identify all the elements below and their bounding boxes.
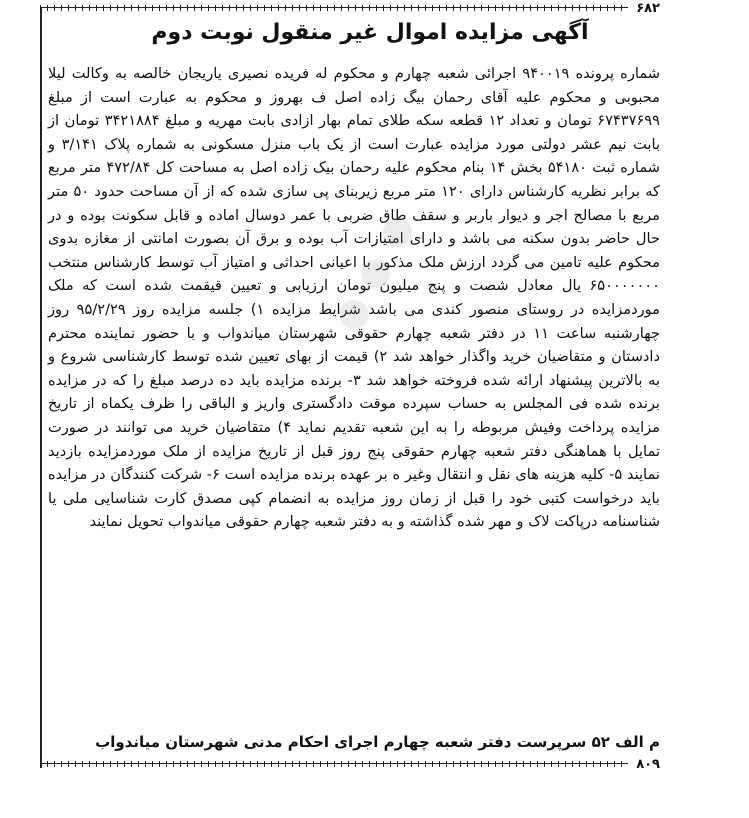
notice-body: شماره پرونده ۹۴۰۰۱۹ اجرائی شعبه چهارم و محکوم له فریده نصیری یاریجان خالصه به وکالت لیلا محبوبی و محکوم علیه آقای رحمان بیگ زاده اصل ف بهروز و محکوم به عبارت است از مبلغ ۶۷۴۳۷۶۹۹ تومان و تعداد ۱۲ قطعه سکه طلای تمام بهار ازادی بابت مهریه و مبلغ ۳۴۲۱۸۸۴ تومان از بابت نیم عشر دولتی مورد مزایده عبارت است از یک باب منزل مسکونی به شماره پلاک ۳/۱۴۱ و شماره ثبت ۵۴۱۸۰ بخش ۱۴ بنام محکوم علیه رحمان بیک زاده اصل به مساحت کل ۴۷۲/۸۴ متر مربع که برابر نظریه کارشناس دارای ۱۲۰ متر مربع زیربنای پی سازی شده که از آن مساحت حدود ۵۰ متر مربع با مصالح اجر و دیوار باربر و سقف طاق ضربی با عمر دوسال اماده و قابل سکونت بوده و در حال حاضر بدون سکنه می باشد و دارای امتیازات آب بوده و برق آن بصورت امانتی از مغازه بدوی محکوم علیه تامین می گردد ارزش ملک مذکور با اعیانی احداثی و امتیاز آب توسط کارشناس منتخب ۶۵۰۰۰۰۰۰۰ یال معادل شصت و پنج میلیون تومان ارزیابی و تعیین قیقمت شده است که ملک موردمزایده در روستای منصور کندی می باشد شرایط مزایده ۱) جلسه مزایده روز ۹۵/۲/۲۹ روز چهارشنبه ساعت ۱۱ در دفتر شعبه چهارم حقوقی شهرستان میاندواب و با حضور نماینده محترم دادستان و متقاضیان خرید واگذار خواهد شد ۲) قیمت از بهای تعیین شده توسط کارشناسی شروع و به بالاترین پیشنهاد ارائه شده فروخته خواهد شد ۳- برنده مزایده باید ده درصد مبلغ را که در مزایده برنده شده فی المجلس به حساب سپرده موقت دادگستری واریز و الباقی را ظرف یکماه از تاریخ مزایده پرداخت وفیش مربوطه را به این شعبه تقدیم نماید ۴) متقاضیان خرید می توانند در صورت تمایل با هماهنگی دفتر شعبه چهارم حقوقی پنج روز قبل از تاریخ مزایده از ملک موردمزایده بازدید نمایند ۵- کلیه هزینه های نقل و انتقال وغیر ه بر عهده برنده مزایده است ۶- شرکت کنندگان در مزایده باید درخواست کتبی خود را قبل از زمان روز مزایده به انضمام کپی مصدق کارت شناسایی ملی یا شناسنامه درپاکت لاک و مهر شده گذاشته و به دفتر شعبه چهارم حقوقی میاندواب تحویل نمایند [48, 65, 661, 531]
bottom-page-number: ۸۰۹ [636, 756, 660, 772]
notice-title: آگهی مزایده اموال غیر منقول نوبت دوم [151, 20, 589, 45]
top-dotted-rule [40, 2, 660, 14]
notice-signature: م الف ۵۲ سرپرست دفتر شعبه چهارم اجرای احکام مدنی شهرستان میاندواب [95, 733, 660, 751]
top-page-number: ۶۸۲ [636, 0, 660, 16]
bottom-dotted-rule [40, 758, 660, 770]
dotted-line [40, 761, 628, 767]
left-border-line [40, 8, 42, 768]
dotted-line [40, 5, 628, 11]
watermark-logo: ● ● ● [323, 206, 422, 338]
